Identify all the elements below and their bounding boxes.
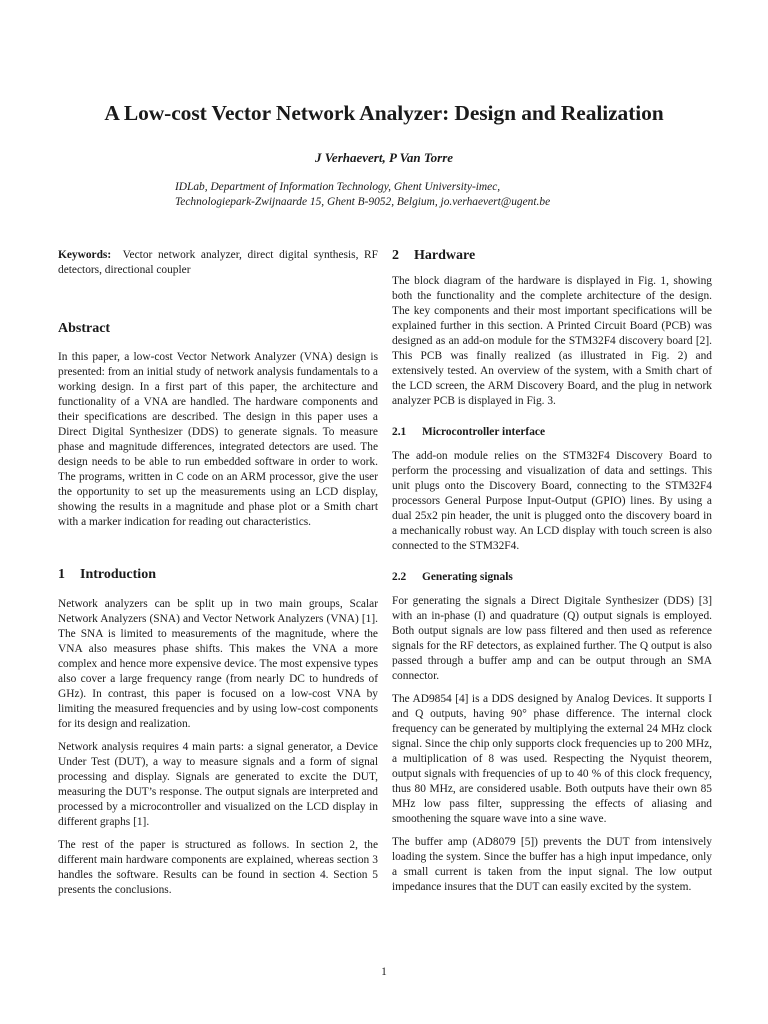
keywords-label: Keywords:	[58, 249, 112, 261]
keywords-text: Vector network analyzer, direct digital synthesis, RF detectors, directional coupler	[58, 249, 378, 276]
subsection-title: Microcontroller interface	[422, 426, 546, 438]
generating-paragraph-3: The buffer amp (AD8079 [5]) prevents the DUT from intensively loading the system. Since the buffer has a high input impedance, only a small current is taken from the input signal. The low output impedance insures that the DUT can easily excited by the system.	[392, 836, 712, 893]
section-number: 1	[58, 567, 65, 582]
affiliation	[175, 180, 615, 210]
paper-authors: J Verhaevert, P Van Torre	[314, 150, 454, 165]
introduction-heading	[58, 567, 378, 582]
microcontroller-heading	[392, 425, 712, 440]
generating-heading	[392, 570, 712, 585]
section-number: 2	[392, 248, 399, 263]
page-number: 1	[381, 966, 387, 978]
hardware-heading	[392, 248, 712, 263]
intro-paragraph-3: The rest of the paper is structured as follows. In section 2, the different main hardware components are explained, whereas section 3 handles the software. Results can be found in section 4. Section 5 presents the conclusions.	[58, 839, 378, 896]
subsection-number: 2.1	[392, 426, 407, 438]
subsection-number: 2.2	[392, 571, 407, 583]
affiliation-line-2: Technologiepark-Zwijnaarde 15, Ghent B-9052, Belgium, jo.verhaevert@ugent.be	[175, 196, 551, 208]
paper-title: A Low-cost Vector Network Analyzer: Design and Realization	[104, 101, 664, 125]
abstract-text: In this paper, a low-cost Vector Network Analyzer (VNA) design is presented: from an initial study of network analysis fundamentals to a working design. In a first part of this paper, the architecture and functionality of a VNA are handled. The hardware components and their specifications are described. The design in this paper uses a Direct Digital Synthesizer (DDS) to generate signals. To measure phase and magnitude differences, integrated detectors are used. The design needs to be able to run embedded software in order to work. The programs, written in C code on an ARM processor, give the user the opportunity to set up the measurements using an LCD display, showing the results in a magnitude and phase plot or a Smith chart with a marker indication for reading out characteristics.	[58, 351, 378, 528]
section-title: Introduction	[80, 567, 156, 582]
keywords	[58, 248, 378, 278]
section-title: Hardware	[414, 248, 476, 263]
abstract-heading: Abstract	[58, 321, 111, 336]
subsection-title: Generating signals	[422, 571, 513, 583]
left-column	[58, 248, 378, 906]
microcontroller-paragraph-1: The add-on module relies on the STM32F4 Discovery Board to perform the processing and visualization of data and settings. This unit plugs onto the Discovery Board, connecting to the STM32F4 processors General Purpose Input-Output (GPIO) lines. By using a dual 25x2 pin header, the unit is plugged onto the discovery board in a mechanically robust way. An LCD display with touch screen is also connected to the STM32F4.	[392, 450, 712, 552]
generating-paragraph-2: The AD9854 [4] is a DDS designed by Analog Devices. It supports I and Q outputs, having 90° phase difference. The internal clock frequency can be generated by multiplying the external 24 MHz clock signal. Since the chip only supports clock frequencies up to 200 MHz, a multiplication of 8 was used. Respecting the Nyquist theorem, output signals with frequencies of up to 40 % of this clock frequency, thus 80 MHz, are considered usable. Both outputs have their own 85 MHz low pass filter, suppressing the effects of aliasing and smoothening the square wave into a sine wave.	[392, 693, 712, 825]
intro-paragraph-1: Network analyzers can be split up in two main groups, Scalar Network Analyzers (SNA) and Vector Network Analyzers (VNA) [1]. The SNA is limited to measurements of the magnitude, where the VNA also measures phase shifts. This makes the VNA a more complex and hence more expensive device. The most expensive types also cover a large frequency range (from nearly DC to hundreds of GHz). In contrast, this paper is focused on a low-cost VNA by limiting the measured frequencies and by using low-cost components for its design and realization.	[58, 598, 378, 730]
intro-paragraph-2: Network analysis requires 4 main parts: a signal generator, a Device Under Test (DUT), a way to measure signals and a form of signal processing and display. Signals are generated to excite the DUT, measuring the DUT’s response. The output signals are interpreted and processed by a microcontroller and visualized on the LCD display in different graphs [1].	[58, 741, 378, 828]
right-column	[392, 248, 712, 903]
generating-paragraph-1: For generating the signals a Direct Digitale Synthesizer (DDS) [3] with an in-phase (I) and quadrature (Q) output signals is employed. Both output signals are low pass filtered and then used as reference signals for the RF detectors, as explained further. The Q output is also passed through a buffer amp and can be output through an SMA connector.	[392, 595, 712, 682]
affiliation-line-1: IDLab, Department of Information Technology, Ghent University-imec,	[175, 181, 501, 193]
hardware-paragraph-1: The block diagram of the hardware is displayed in Fig. 1, showing both the functionality and the complete architecture of the design. The key components and their most important specifications will be explained further in this section. A Printed Circuit Board (PCB) was designed as an add-on module for the STM32F4 discovery board [2]. This PCB was finally realized (as illustrated in Fig. 2) and extensively tested. An overview of the system, with a Smith chart of the LCD screen, the ARM Discovery Board, and the plug in network analyzer PCB is displayed in Fig. 3.	[392, 275, 712, 407]
